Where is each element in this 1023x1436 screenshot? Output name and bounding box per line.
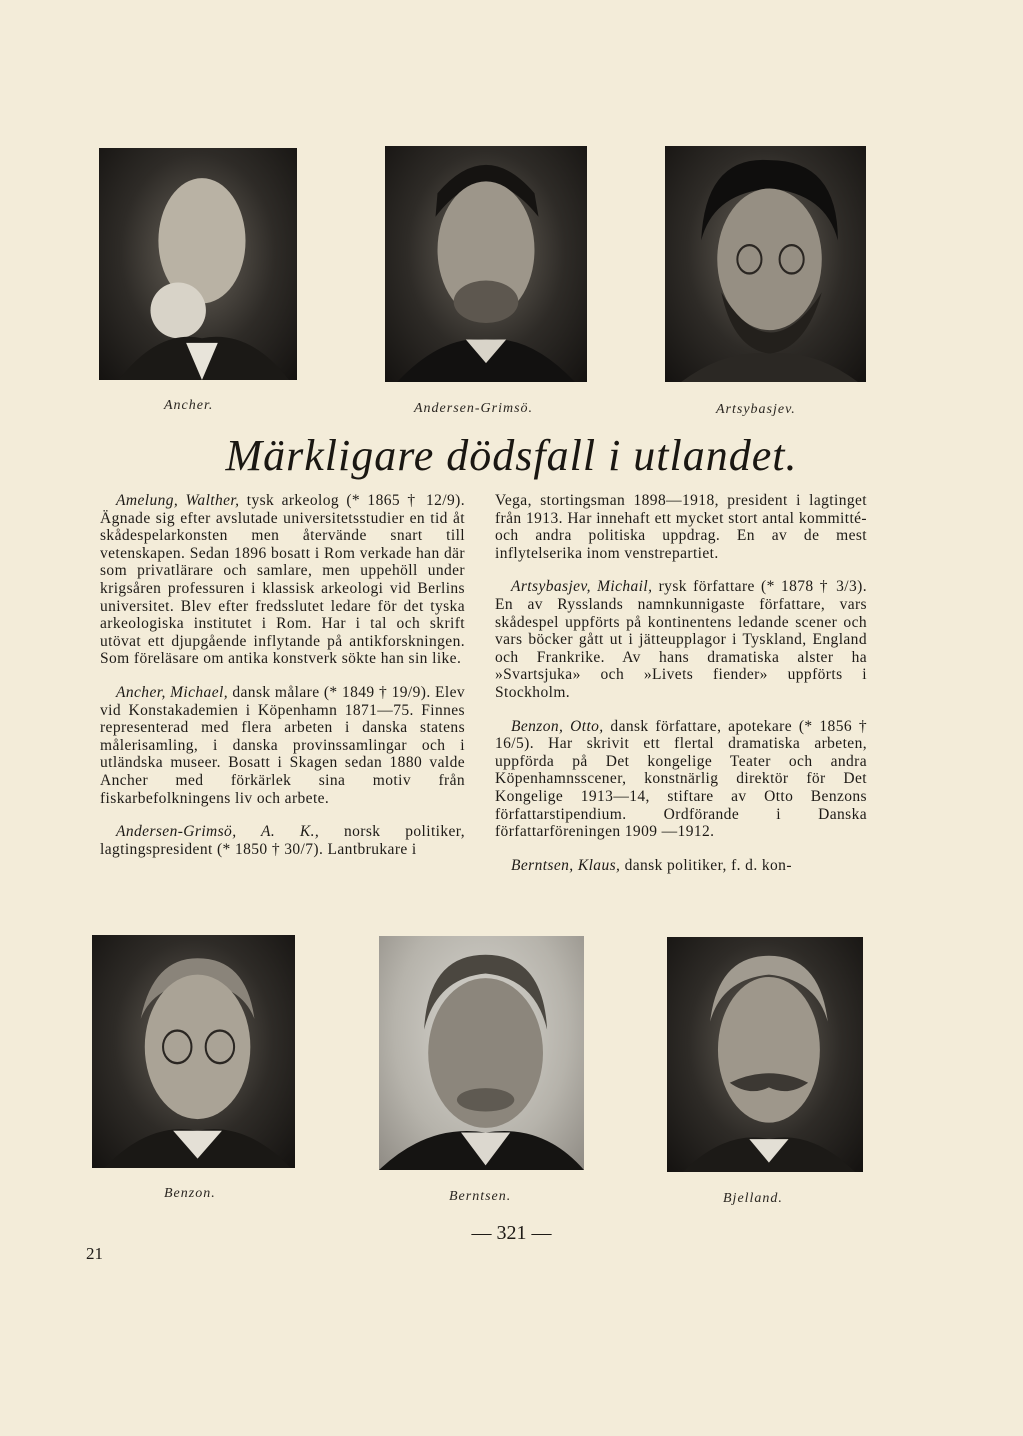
entry-text: Vega, stortingsman 1898—1918, president i lagtinget från 1913. Har innehaft ett mycket stort antal kommitté- och andra politiska uppdrag. En av de mest inflytelserika inom venstrepartiet. (495, 492, 867, 562)
entry-benzon (495, 718, 867, 841)
right-column (495, 492, 867, 890)
entry-text: norsk politiker, lagtingspresident (* 1850 † 30/7). Lantbrukare i (100, 823, 466, 858)
sheet-number: 21 (86, 1244, 103, 1263)
caption-benzon: Benzon. (164, 1186, 216, 1201)
entry-name: Amelung, Walther, (116, 492, 240, 509)
entry-berntsen (495, 857, 867, 875)
portrait-artsybasjev (665, 146, 866, 382)
portrait-andersen-grimso (385, 146, 587, 382)
entry-name: Andersen-Grimsö, A. K., (116, 823, 320, 841)
entry-name: Ancher, Michael, (116, 683, 228, 701)
caption-artsybasjev: Artsybasjev. (716, 402, 796, 417)
entry-name: Artsybasjev, Michail, (511, 578, 653, 596)
entry-text: dansk författare, apotekare (* 1856 † 16/5). Har skrivit ett flertal dramatiska arbeten, uppförda på Det kongelige Teater och andra Köpenhamnsscener, konstnärlig direktör för Det Kongelige 1913—14, stiftare av Otto Benzons författarstipendium. Ordförande i Danska författarföreningen 1909 —1912. (495, 717, 867, 841)
page-heading: Märkligare dödsfall i utlandet. (225, 431, 798, 480)
caption-berntsen: Berntsen. (449, 1189, 512, 1204)
caption-ancher: Ancher. (164, 398, 214, 413)
entry-amelung (100, 492, 465, 668)
page-number: — 321 — (471, 1222, 552, 1244)
entry-text: rysk författare (* 1878 † 3/3). En av Rysslands namnkunnigaste författare, vars skådespel uppförts på kontinentens ledande scener och vars böcker gått ut i jätteupplagor i Tyskland, England och Frankrike. Av hans dramatiska alster ha »Svartsjuka» och »Livets fiender» uppförts i Stockholm. (495, 578, 867, 701)
entry-andersen-grimso-continued (495, 492, 867, 562)
entry-text: dansk politiker, f. d. kon- (620, 856, 792, 874)
portrait-ancher (99, 148, 297, 380)
entry-andersen-grimso (100, 823, 465, 858)
caption-bjelland: Bjelland. (723, 1191, 783, 1206)
entry-text: tysk arkeolog (* 1865 † 12/9). Ägnade sig efter avslutade universitetsstudier en tid åt skådespelarkonsten men återvände snart till vetenskapen. Sedan 1896 bosatt i Rom verkade han där som privatlärare och samlare, men uppehöll under krigsåren professuren i klassisk arkeologi vid Berlins universitet. Blev efter fredsslutet ledare för det tyska arkeologiska institutet i Rom. Har i tal och skrift utövat ett djupgående inflytande på antikforskningen. Som föreläsare om antika konstverk sökte han sin like. (100, 492, 465, 668)
portrait-bjelland (667, 937, 863, 1172)
caption-andersen-grimso: Andersen-Grimsö. (414, 401, 534, 416)
entry-name: Benzon, Otto, (511, 717, 604, 735)
entry-text: dansk målare (* 1849 † 19/9). Elev vid Konstakademien i Köpenhamn 1871—75. Finnes representerad med flera arbeten i danska statens målerisamling, i danska provinssamlingar och i utländska museer. Bosatt i Skagen sedan 1880 valde Ancher med förkärlek sina motiv från fiskarbefolkningens liv och arbete. (100, 683, 465, 807)
left-column (100, 492, 465, 874)
portrait-benzon (92, 935, 295, 1168)
entry-name: Berntsen, Klaus, (511, 856, 621, 874)
entry-ancher (100, 684, 465, 807)
portrait-berntsen (379, 936, 584, 1170)
entry-artsybasjev (495, 578, 867, 701)
